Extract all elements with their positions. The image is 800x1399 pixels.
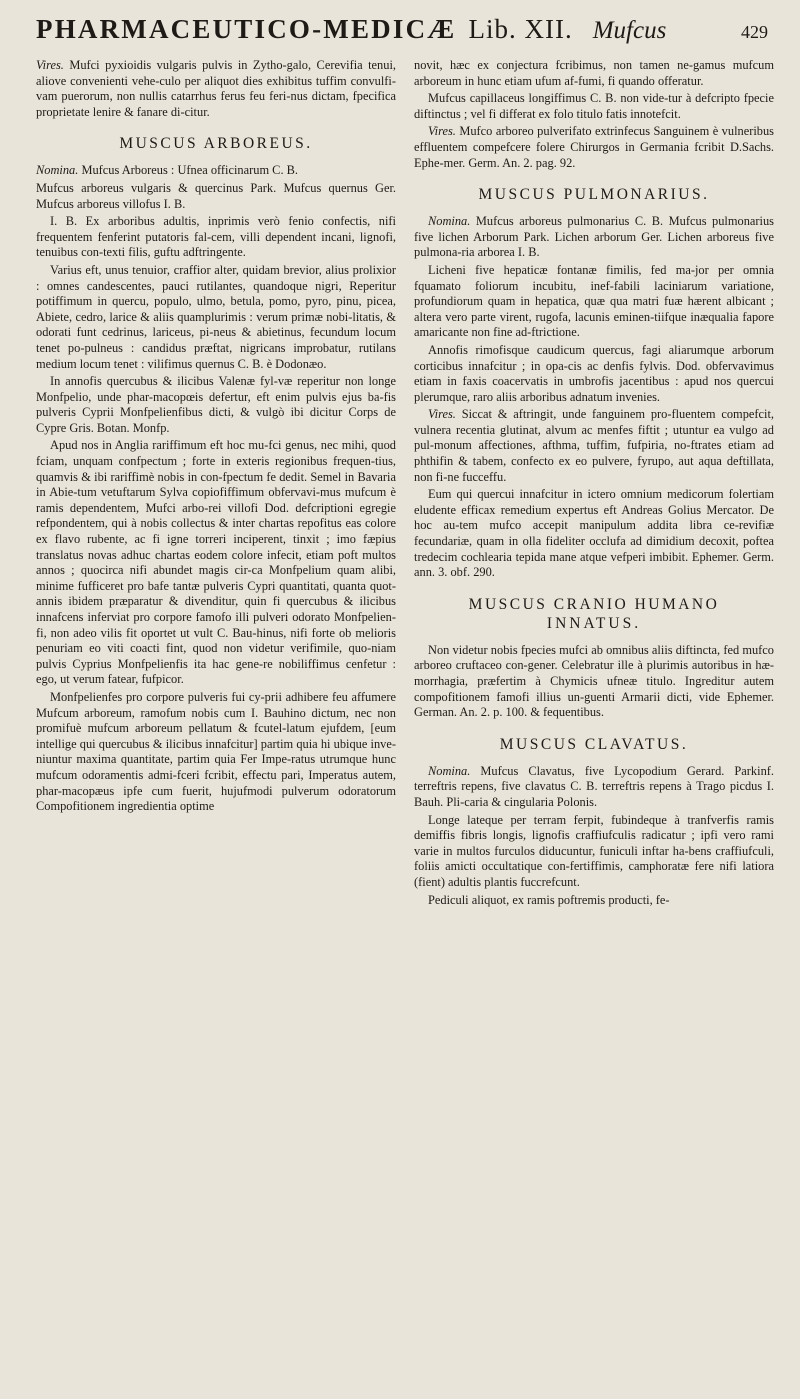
paragraph-lead: Vires. [428, 124, 456, 139]
paragraph-text: Mufcus Clavatus, five Lycopodium Gerard. Parkinf. terreftris repens, five clavatus C. B. terreftris repens à Trago picdus I. Bauh. Pli-caria & cingularia Polonis. [414, 763, 774, 809]
paragraph [414, 263, 774, 341]
running-head-book: Lib. XII. [468, 14, 573, 44]
page-number: 429 [741, 22, 768, 42]
paragraph-text: Monfpelienfes pro corpore pulveris fui cy-prii adhibere feu affumere Mufcum arboreum, ramofum nobis cum I. Bauhino dictum, nec non promifuè mufcum arboreum pellatum & fcutel-latum ejufdem, [eum intellige qui quercubus & ilicibus innafcitur] partim quia hi ubique inve-niuntur maxima quantitate, partim quia Fer Impe-ratus utrumque hunc mufcum odoramentis admi-fceri fcribit, effectu pari, Imperatus autem, phar-macopæus ipfe cum fuerit, hujufmodi pulverum odoratorum Compofitionem ingredientia optime [36, 689, 396, 814]
paragraph-lead: Vires. [36, 58, 64, 72]
section-heading-text: MUSCUS CRANIO HUMANO [468, 595, 720, 613]
paragraph [36, 214, 396, 261]
section-heading [414, 595, 774, 633]
paragraph-text: novit, hæc ex conjectura fcribimus, non tamen ne-gamus mufcum arboreum in hunc etiam ufum af-fumi, fi quando offeratur. [414, 58, 774, 88]
paragraph-text: Varius eft, unus tenuior, craffior alter, quidam brevior, alius prolixior : omnes candescentes, pauci rutilantes, quandoque nigri, Reperitur potiffimum in quercu, populo, ulmo, betula, pomo, pyro, pinu, picea, Abiete, cedro, larice & aliis quamplurimis : verum primæ nobi-litatis, & odorati funt cedrinus, lariceus, pi-neus & abietinus, fecundum locum tenet po-pulneus : candidus præftat, nigricans improbatur, rutilans medium locum tenet : vilifimus quernus C. B. è Dodonæo. [36, 262, 396, 371]
running-head-title: PHARMACEUTICO-MEDICÆ [36, 14, 457, 44]
paragraph [414, 643, 774, 721]
section-heading [36, 134, 396, 153]
paragraph [414, 764, 774, 811]
paragraph-text: Annofis rimofisque caudicum quercus, fagi aliarumque arborum corticibus innafcitur ; in opa-cis ac denfis fylvis. Dod. obfervavimus etiam in faxis coacervatis in umbrofis jacentibus : apud nos quercui plerumque, raro aliis arboribus adnatum invenies. [414, 342, 774, 404]
left-column [36, 58, 396, 910]
paragraph-text: I. B. Ex arboribus adultis, inprimis verò fenio confectis, nifi frequentem fenferint putatoris fal-cem, villi dependent incani, lignofi, tenuibus con-texti filis, guftu adftringente. [36, 214, 396, 260]
paragraph [36, 58, 396, 120]
paragraph [414, 343, 774, 405]
paragraph-lead: Vires. [428, 407, 456, 422]
paragraph [414, 893, 774, 909]
paragraph [36, 181, 396, 212]
paragraph [414, 91, 774, 122]
paragraph [414, 813, 774, 891]
section-heading-subline: INNATUS. [546, 614, 642, 632]
paragraph-text: Non videtur nobis fpecies mufci ab omnibus aliis diftincta, fed mufco arboreo cruftaceo con-gener. Celebratur ille à plurimis autoribus in hæ-morrhagia, præfertim à Chymicis ufneæ titulo. Ingreditur autem compofitionem famofi illius un-guenti Armarii dicti, vide Ephemer. German. An. 2. p. 100. & fequentibus. [414, 642, 774, 720]
paragraph-text: In annofis quercubus & ilicibus Valenæ fyl-væ reperitur non longe Monfpelio, unde phar-macopœis defertur, eft enim pulvis ejus ba-fis pulveris Cyprii Monfpelienfibus dicti, & vulgò ibi dicitur Corps de Cypre Gris. Botan. Monfp. [36, 374, 396, 435]
paragraph-lead: Nomina. [428, 214, 471, 229]
paragraph [36, 263, 396, 372]
paragraph-text: Mufcus arboreus pulmonarius C. B. Mufcus pulmonarius five lichen Arborum Park. Lichen arborum Ger. Lichen arboreus five pulmona-ria arborea I. B. [414, 214, 774, 260]
paragraph-text: Eum qui quercui innafcitur in ictero omnium medicorum folertiam eludente efficax remedium expertus eft Andreas Golius Mercator. De hoc au-tem mufco accepit manipulum addita libra ce-revifiæ fecundariæ, quam in olla fideliter occlufa ad dimidium decoxit, poftea tredecim cochlearia tepida mane atque vefperi imbibit. Ephemer. Germ. ann. 3. obf. 290. [414, 487, 774, 580]
paragraph-text: Apud nos in Anglia rariffimum eft hoc mu-fci genus, nec mihi, quod fciam, unquam confpectum ; forte in exteris regionibus frequen-tius, quamvis & ibi rariffimè nobis in con-fpectum fe dedit. Semel in Bavaria in Abie-tum vetuftarum Sylva copiofiffimum obfervavi-mus mufcum è ramis dependentem, Mufci arbo-rei villofi Dod. defcriptioni egregie refpondentem, qui à nobis collectus & inter chartas repofitus eas colore ex flavo rubente, ac fi igne torreri inciperent, tinxit ; imo fæpius translatus novas adhuc chartas eodem colore infecit, etiam poft multos annos ; quocirca nifi abundet magis cir-ca Monfpelium quam alibi, minime fufficeret pro bafe tantæ pulveris Cypri quantitati, quanta quot-annis ibidem præparatur & divenditur, quin fi quercubus & ilicibus innafcens inferviat pro corpore famofo illi pulveri odorato Monfpelien-fi, non adeo vilis fit oportet ut vult C. Bau-hinus, nifi forte ob melioris penuriam eo viti coacti fint, quod non videtur verifimile, quo-niam pulvis Cyprius Monfpelienfis ita hac gene-re nobiliffimus cenfetur : ego, ut verum fatear, fufpicor. [36, 438, 396, 687]
text-columns [36, 58, 774, 910]
running-head-catchword: Mufcus [592, 17, 667, 44]
paragraph-text: Longe lateque per terram ferpit, fubindeque à tranfverfis ramis demiffis fibris longis, lignofis craffiufculis radicatur ; ipfi vero rami varie in multos furculos diducuntur, funiculi inftar ha-bens craffiufculi, foliis amicti occultatique con-fertiffimis, camphoratæ fere nifi latiora (fient) adultis plantis fuccrefcunt. [414, 812, 774, 889]
section-heading [414, 185, 774, 204]
section-heading-text: MUSCUS PULMONARIUS. [478, 186, 710, 204]
paragraph-text: Mufcus capillaceus longiffimus C. B. non vide-tur à defcripto fpecie diftinctus ; vel fi differat ex folo titulo fatis innotefcit. [414, 91, 774, 121]
paragraph-lead: Nomina. [428, 763, 471, 778]
paragraph [414, 214, 774, 261]
paragraph-text: Mufco arboreo pulverifato extrinfecus Sanguinem è vulneribus effluentem compefcere folere Chirurgos in Germania fcribit D.Sachs. Ephe-mer. Germ. An. 2. pag. 92. [414, 124, 774, 170]
paragraph [36, 163, 396, 179]
section-heading [414, 735, 774, 754]
paragraph-text: Licheni five hepaticæ fontanæ fimilis, fed ma-jor per omnia fquamato foliorum incubitu, inef-fabili laciniarum variatione, profundiorum quam in hepatica, quæ qua matri fuæ hærent albicant ; altera vero parte virent, rugofa, lacunis eminen-tiifque inæqualia fapore amaricante non fine ad-ftrictione. [414, 262, 774, 340]
section-heading-text: MUSCUS CLAVATUS. [499, 735, 689, 753]
paragraph [414, 487, 774, 581]
paragraph [36, 438, 396, 688]
paragraph-text: Mufcus arboreus vulgaris & quercinus Park. Mufcus quernus Ger. Mufcus arboreus villofus I. B. [36, 180, 396, 211]
paragraph-lead: Nomina. [36, 163, 79, 178]
paragraph [414, 124, 774, 171]
section-heading-text: MUSCUS ARBOREUS. [119, 135, 313, 153]
paragraph [414, 407, 774, 485]
paragraph [36, 690, 396, 815]
paragraph [36, 374, 396, 436]
paragraph [414, 58, 774, 89]
right-column [414, 58, 774, 910]
paragraph-text: Siccat & aftringit, unde fanguinem pro-fluentem compefcit, vulnera recentia glutinat, alvum ac menfes fiftit ; utuntur ea vulgo ad pul-monum affectiones, afthma, tuffim, fufpiria, no-ftrates etiam ad phthifin & tabem, confecto ex eo pulvere, fyrupo, aut aqua deftillata, non fi-ne fucceffu. [414, 407, 774, 484]
paragraph-text: Mufci pyxioidis vulgaris pulvis in Zytho-galo, Cerevifia tenui, aliove convenienti vehe-culo per aliquot dies exhibitus tuffim convulfi-vam puerorum, non nullis catarrhus ferus feu feri-nus dictam, fpecifica proprietate lenire & fanare di-citur. [36, 58, 396, 119]
paragraph-text: Mufcus Arboreus : Ufnea officinarum C. B. [78, 163, 299, 178]
running-head [36, 14, 774, 54]
paragraph-text: Pediculi aliquot, ex ramis poftremis producti, fe- [428, 892, 670, 907]
